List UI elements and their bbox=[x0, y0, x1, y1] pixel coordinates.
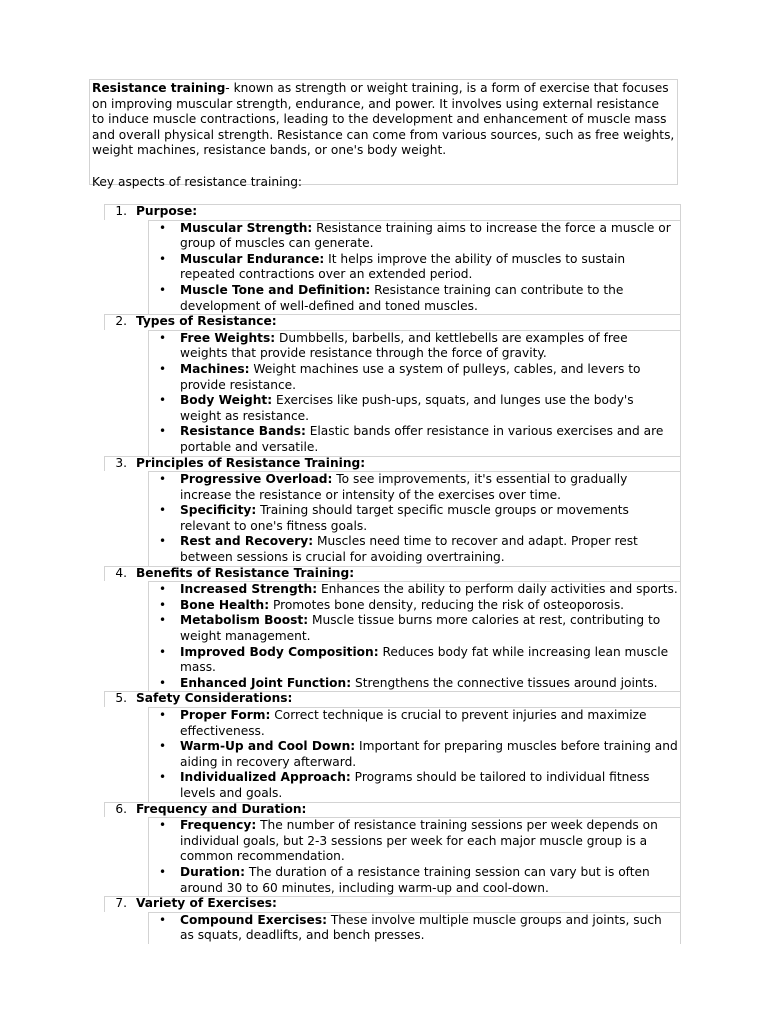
section-number: 3. bbox=[115, 455, 127, 470]
bullet-icon: • bbox=[159, 282, 167, 297]
list-item bbox=[149, 676, 680, 692]
item-term: Metabolism Boost: bbox=[180, 613, 309, 628]
section-heading bbox=[104, 204, 681, 220]
item-term: Proper Form: bbox=[180, 708, 271, 722]
item-text: Correct technique is crucial to prevent injuries and maximize effectiveness. bbox=[180, 708, 647, 738]
section-title: Variety of Exercises: bbox=[136, 896, 277, 911]
bullet-icon: • bbox=[159, 644, 167, 659]
bullet-list bbox=[148, 220, 681, 315]
item-text: The number of resistance training sessions per week depends on individual goals, but 2-3 sessions per week for each major muscle group is a common recommendation. bbox=[180, 818, 658, 864]
bullet-icon: • bbox=[159, 582, 167, 597]
item-text: Reduces body fat while increasing lean muscle mass. bbox=[180, 644, 669, 675]
section-number: 2. bbox=[115, 314, 127, 329]
item-term: Increased Strength: bbox=[180, 582, 318, 597]
item-term: Frequency: bbox=[180, 818, 257, 833]
section-title: Benefits of Resistance Training: bbox=[136, 565, 355, 580]
bullet-icon: • bbox=[159, 770, 167, 785]
bullet-icon: • bbox=[159, 818, 167, 833]
item-text: Elastic bands offer resistance in various exercises and are portable and versatile. bbox=[180, 424, 664, 454]
item-term: Warm-Up and Cool Down: bbox=[180, 739, 356, 754]
item-term: Rest and Recovery: bbox=[180, 534, 314, 549]
item-text: Exercises like push-ups, squats, and lunges use the body's weight as resistance. bbox=[180, 393, 634, 423]
section-number: 5. bbox=[115, 691, 127, 706]
key-aspects-heading: Key aspects of resistance training: bbox=[92, 174, 303, 189]
section-title: Principles of Resistance Training: bbox=[136, 455, 366, 470]
bullet-icon: • bbox=[159, 424, 167, 439]
list-item bbox=[149, 424, 680, 455]
item-text: Resistance training can contribute to the development of well-defined and toned muscles. bbox=[180, 282, 624, 313]
list-item bbox=[149, 613, 680, 644]
item-text: Strengthens the connective tissues around joints. bbox=[351, 675, 658, 690]
bullet-list bbox=[148, 471, 681, 566]
list-item bbox=[149, 598, 680, 614]
intro-paragraph bbox=[92, 81, 675, 159]
item-text: Enhances the ability to perform daily activities and sports. bbox=[317, 582, 678, 597]
intro-paragraph-box bbox=[89, 79, 678, 189]
item-text: These involve multiple muscle groups and joints, such as squats, deadlifts, and bench presses. bbox=[180, 912, 662, 943]
item-term: Compound Exercises: bbox=[180, 912, 327, 927]
bullet-icon: • bbox=[159, 864, 167, 879]
bullet-icon: • bbox=[159, 330, 167, 345]
section-number: 4. bbox=[115, 565, 127, 580]
bullet-icon: • bbox=[159, 361, 167, 376]
item-term: Improved Body Composition: bbox=[180, 644, 379, 659]
item-text: Training should target specific muscle groups or movements relevant to one's fitness goals. bbox=[180, 503, 629, 533]
list-item bbox=[149, 503, 680, 534]
bullet-list bbox=[148, 912, 681, 944]
bullet-list bbox=[148, 330, 681, 456]
section-number: 7. bbox=[115, 896, 127, 911]
bullet-list bbox=[148, 707, 681, 802]
item-text: Promotes bone density, reducing the risk of osteoporosis. bbox=[269, 597, 625, 612]
list-item bbox=[149, 865, 680, 896]
item-term: Resistance Bands: bbox=[180, 424, 306, 439]
section-heading bbox=[104, 456, 681, 472]
item-text: Weight machines use a system of pulleys, cables, and levers to provide resistance. bbox=[180, 361, 641, 392]
intro-term: Resistance training bbox=[92, 81, 226, 95]
section-title: Frequency and Duration: bbox=[136, 801, 307, 816]
item-term: Specificity: bbox=[180, 503, 257, 518]
section-heading bbox=[104, 566, 681, 582]
list-item bbox=[149, 393, 680, 424]
list-item bbox=[149, 913, 680, 944]
item-text: Important for preparing muscles before training and aiding in recovery afterward. bbox=[180, 739, 678, 769]
list-item bbox=[149, 534, 680, 565]
list-item bbox=[149, 645, 680, 676]
item-text: Programs should be tailored to individual fitness levels and goals. bbox=[180, 770, 650, 800]
list-item bbox=[149, 818, 680, 865]
item-term: Progressive Overload: bbox=[180, 472, 333, 487]
list-item bbox=[149, 472, 680, 503]
bullet-icon: • bbox=[159, 393, 167, 408]
item-term: Duration: bbox=[180, 864, 245, 879]
item-text: Resistance training aims to increase the force a muscle or group of muscles can generate. bbox=[180, 220, 671, 251]
list-item bbox=[149, 221, 680, 252]
bullet-icon: • bbox=[159, 675, 167, 690]
item-term: Enhanced Joint Function: bbox=[180, 675, 352, 690]
bullet-icon: • bbox=[159, 534, 167, 549]
item-text: Dumbbells, barbells, and kettlebells are examples of free weights that provide resistance through the force of gravity. bbox=[180, 330, 628, 361]
intro-definition: - known as strength or weight training, is a form of exercise that focuses on improving muscular strength, endurance, and power. It involves using external resistance to induce muscle contractions, leading to the development and enhancement of muscle mass and overall physical strength. Resistance can come from various sources, such as free weights, weight machines, resistance bands, or one's body weight. bbox=[92, 81, 675, 158]
bullet-icon: • bbox=[159, 472, 167, 487]
section-number: 1. bbox=[115, 204, 127, 218]
section-title: Types of Resistance: bbox=[136, 314, 277, 329]
numbered-list bbox=[104, 204, 681, 944]
bullet-list bbox=[148, 581, 681, 691]
bullet-icon: • bbox=[159, 912, 167, 927]
list-item bbox=[149, 331, 680, 362]
bullet-icon: • bbox=[159, 503, 167, 518]
item-term: Muscular Strength: bbox=[180, 220, 313, 235]
list-item bbox=[149, 252, 680, 283]
item-text: It helps improve the ability of muscles to sustain repeated contractions over an extended period. bbox=[180, 251, 626, 282]
section-heading bbox=[104, 691, 681, 707]
bullet-icon: • bbox=[159, 739, 167, 754]
item-term: Free Weights: bbox=[180, 330, 276, 345]
item-term: Machines: bbox=[180, 361, 250, 376]
bullet-icon: • bbox=[159, 613, 167, 628]
item-text: The duration of a resistance training session can vary but is often around 30 to 60 minutes, including warm-up and cool-down. bbox=[180, 864, 650, 895]
item-term: Bone Health: bbox=[180, 597, 270, 612]
section-heading bbox=[104, 314, 681, 330]
list-item bbox=[149, 283, 680, 314]
section-title: Purpose: bbox=[136, 204, 198, 218]
bullet-icon: • bbox=[159, 220, 167, 235]
item-term: Individualized Approach: bbox=[180, 770, 351, 785]
bullet-icon: • bbox=[159, 708, 167, 722]
section-heading bbox=[104, 896, 681, 912]
item-text: Muscle tissue burns more calories at rest, contributing to weight management. bbox=[180, 613, 661, 644]
section-heading bbox=[104, 802, 681, 818]
bullet-icon: • bbox=[159, 597, 167, 612]
item-text: To see improvements, it's essential to gradually increase the resistance or intensity of the exercises over time. bbox=[180, 472, 628, 502]
list-item bbox=[149, 770, 680, 801]
list-item bbox=[149, 708, 680, 739]
item-term: Muscle Tone and Definition: bbox=[180, 282, 371, 297]
list-item bbox=[149, 582, 680, 598]
section-title: Safety Considerations: bbox=[136, 691, 293, 706]
list-item bbox=[149, 362, 680, 393]
bullet-list bbox=[148, 817, 681, 896]
section-number: 6. bbox=[115, 801, 127, 816]
item-term: Muscular Endurance: bbox=[180, 251, 325, 266]
item-term: Body Weight: bbox=[180, 393, 273, 408]
item-text: Muscles need time to recover and adapt. Proper rest between sessions is crucial for avoiding overtraining. bbox=[180, 534, 638, 565]
bullet-icon: • bbox=[159, 251, 167, 266]
list-item bbox=[149, 739, 680, 770]
